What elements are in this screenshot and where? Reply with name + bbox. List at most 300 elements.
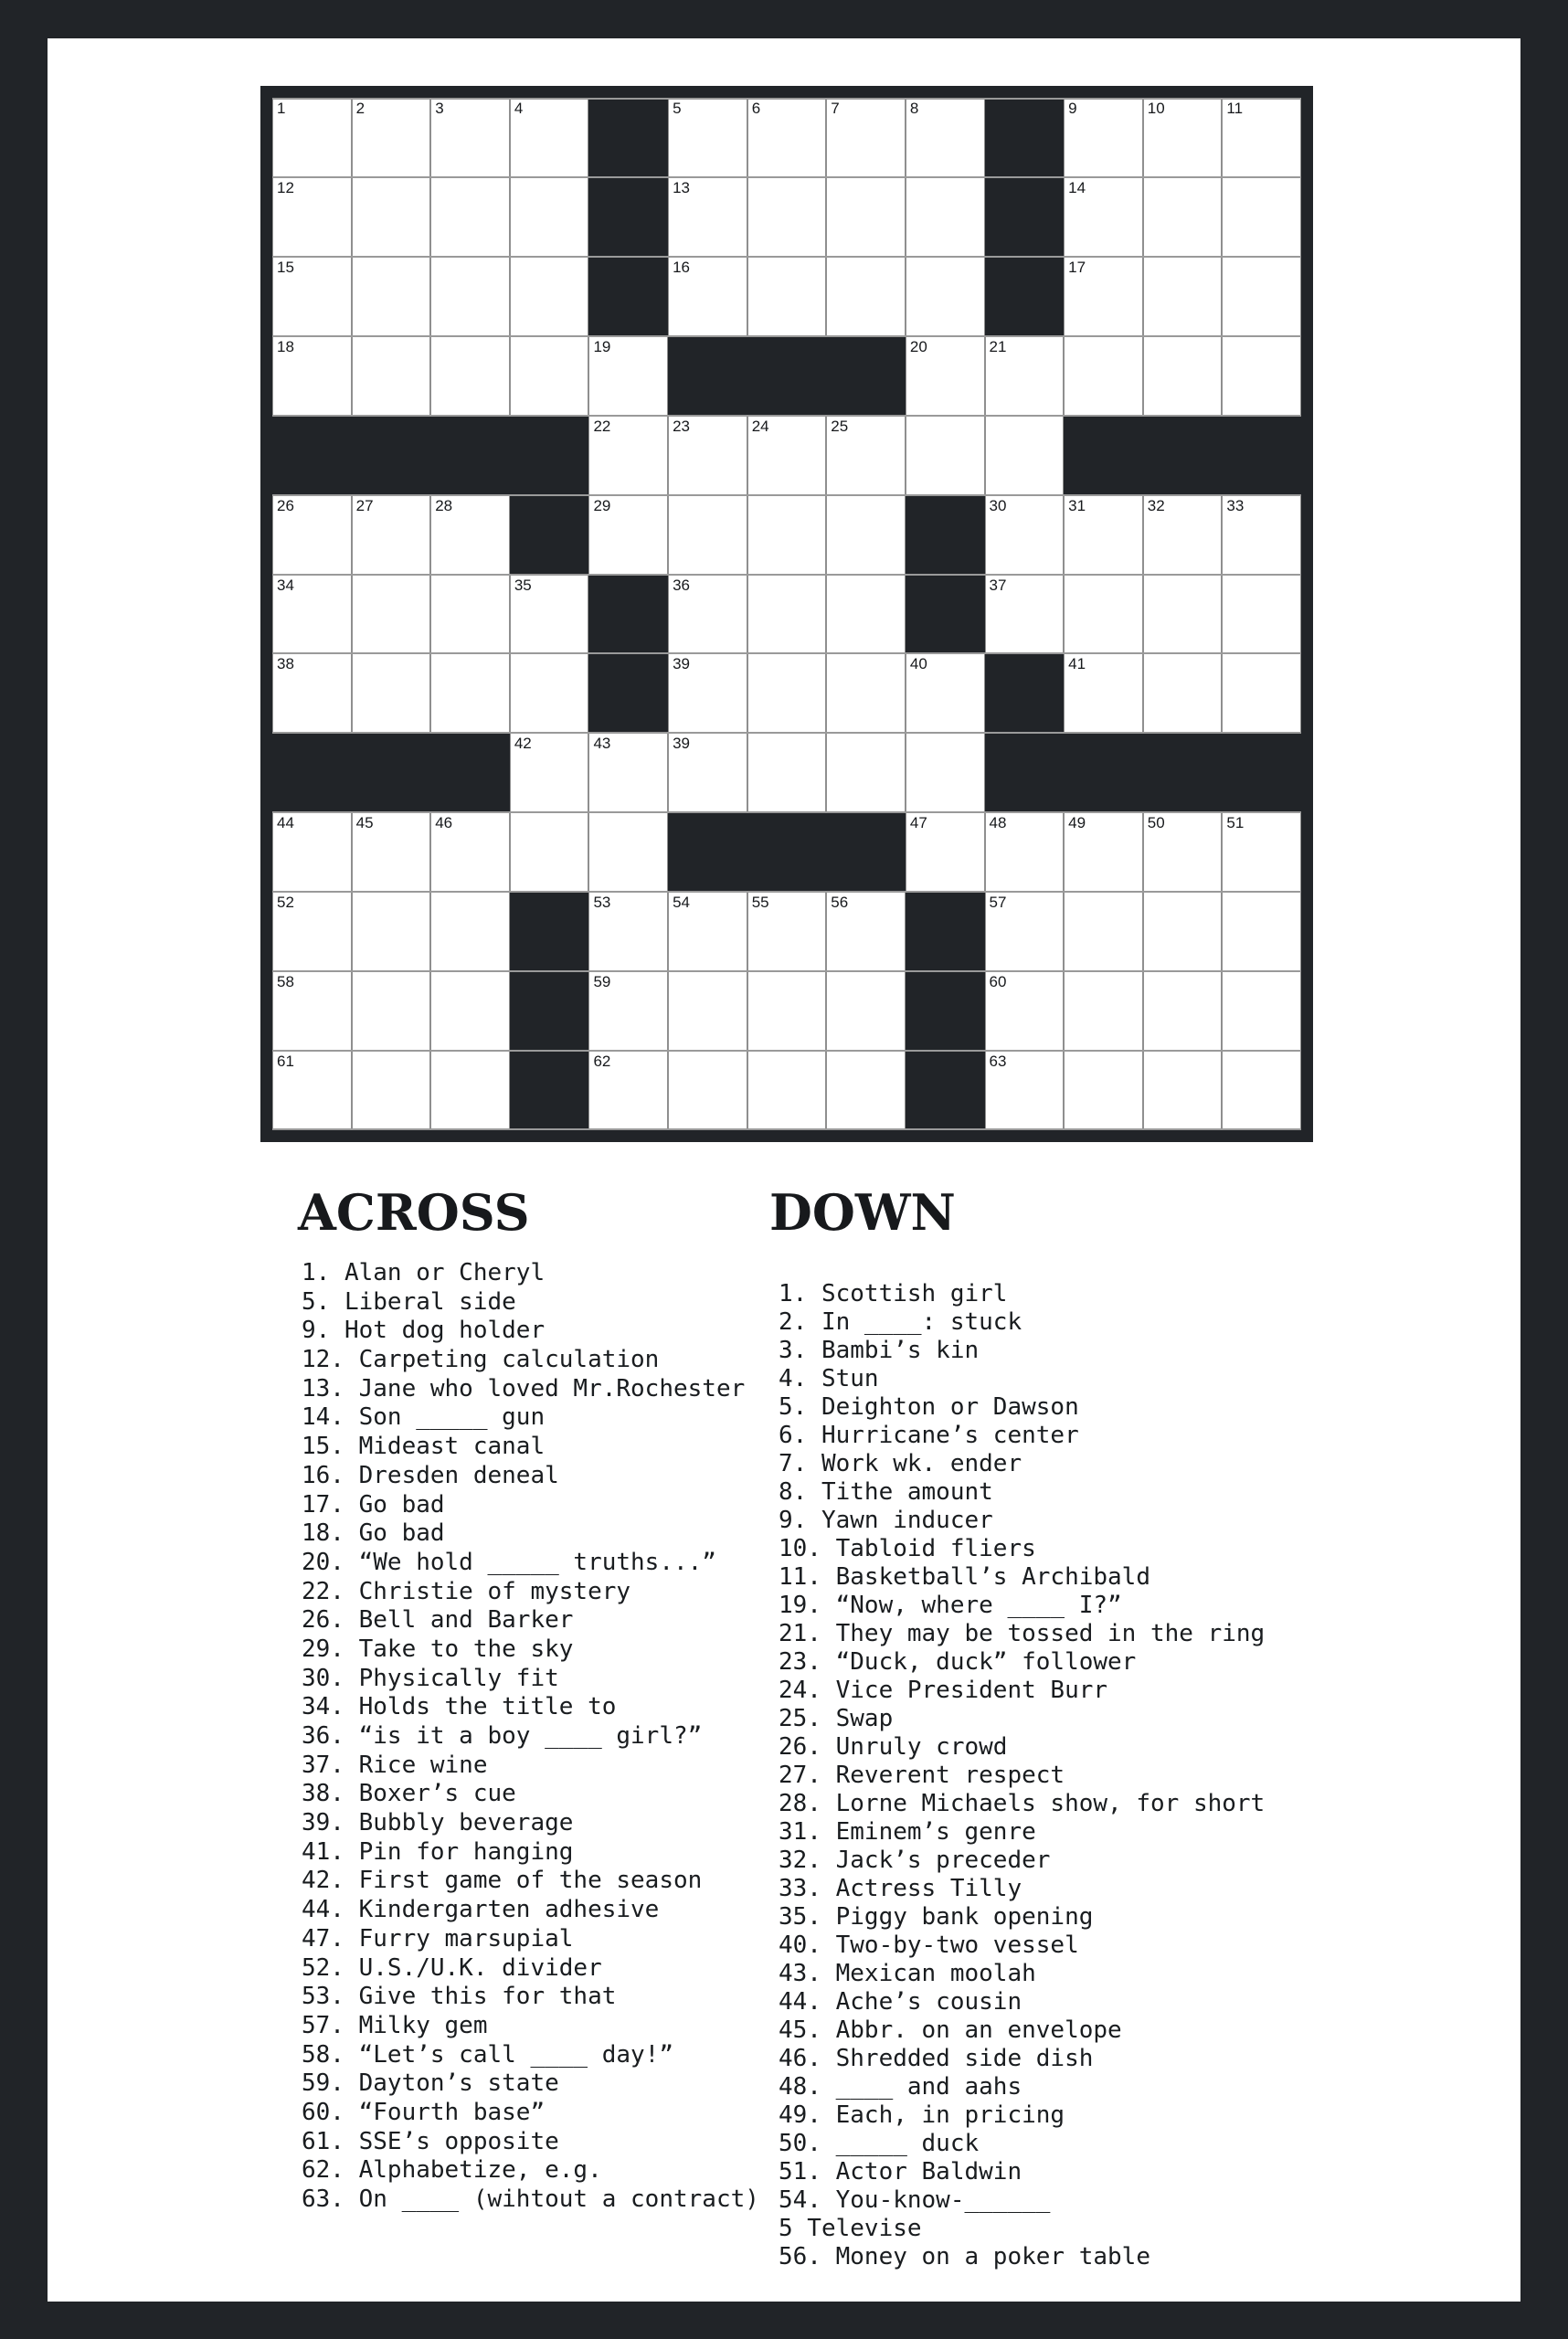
down-clue: 44. Ache’s cousin bbox=[779, 1988, 1022, 2016]
cell-number: 31 bbox=[1068, 496, 1086, 514]
black-cell bbox=[510, 892, 589, 971]
grid-cell[interactable] bbox=[1222, 495, 1301, 575]
down-clue: 48. ____ and aahs bbox=[779, 2073, 1022, 2101]
grid-cell[interactable] bbox=[430, 98, 510, 177]
cell-number: 25 bbox=[831, 417, 849, 435]
across-clue: 15. Mideast canal bbox=[302, 1433, 546, 1461]
across-clue: 13. Jane who loved Mr.Rochester bbox=[302, 1374, 746, 1402]
black-cell bbox=[826, 336, 906, 416]
cell-number: 14 bbox=[1068, 178, 1086, 196]
down-clue: 23. “Duck, duck” follower bbox=[779, 1648, 1137, 1676]
cell-number: 54 bbox=[673, 894, 690, 912]
cell-number: 44 bbox=[277, 814, 294, 832]
cell-number: 15 bbox=[277, 258, 294, 276]
grid-cell[interactable] bbox=[985, 892, 1065, 971]
grid-cell[interactable] bbox=[668, 98, 747, 177]
black-cell bbox=[430, 416, 510, 495]
grid-cell[interactable] bbox=[272, 812, 352, 892]
down-clue: 8. Tithe amount bbox=[779, 1478, 993, 1506]
grid-cell[interactable] bbox=[1064, 495, 1143, 575]
cell-number: 38 bbox=[277, 655, 294, 673]
black-cell bbox=[510, 495, 589, 575]
grid-cell[interactable] bbox=[1064, 257, 1143, 336]
grid-cell[interactable] bbox=[668, 971, 747, 1051]
grid-cell[interactable] bbox=[430, 575, 510, 654]
cell-number: 34 bbox=[277, 576, 294, 594]
black-cell bbox=[906, 495, 985, 575]
grid-cell[interactable] bbox=[668, 733, 747, 812]
down-heading: DOWN bbox=[769, 1183, 956, 1242]
grid-cell[interactable] bbox=[1143, 575, 1223, 654]
cell-number: 56 bbox=[831, 894, 849, 912]
cell-number: 6 bbox=[751, 100, 761, 117]
black-cell bbox=[1064, 733, 1143, 812]
black-cell bbox=[588, 177, 668, 257]
black-cell bbox=[1222, 416, 1301, 495]
down-clue-list bbox=[779, 1280, 1265, 2271]
across-clue-list bbox=[302, 1259, 759, 2215]
grid-cell[interactable] bbox=[1143, 892, 1223, 971]
grid-cell[interactable] bbox=[430, 257, 510, 336]
cell-number: 21 bbox=[989, 337, 1007, 355]
grid-cell[interactable] bbox=[510, 653, 589, 733]
grid-cell[interactable] bbox=[510, 812, 589, 892]
grid-cell[interactable] bbox=[352, 812, 431, 892]
black-cell bbox=[272, 416, 352, 495]
grid-cell[interactable] bbox=[510, 336, 589, 416]
grid-cell[interactable] bbox=[352, 495, 431, 575]
across-clue: 22. Christie of mystery bbox=[302, 1577, 631, 1605]
grid-cell[interactable] bbox=[826, 257, 906, 336]
black-cell bbox=[510, 416, 589, 495]
grid-cell[interactable] bbox=[430, 177, 510, 257]
black-cell bbox=[985, 98, 1065, 177]
grid-cell[interactable] bbox=[668, 495, 747, 575]
grid-cell[interactable] bbox=[588, 892, 668, 971]
grid-cell[interactable] bbox=[747, 733, 827, 812]
grid-cell[interactable] bbox=[1064, 1051, 1143, 1130]
cell-number: 55 bbox=[751, 894, 769, 912]
cell-number: 35 bbox=[514, 576, 532, 594]
grid-cell[interactable] bbox=[985, 575, 1065, 654]
cell-number: 11 bbox=[1226, 100, 1244, 117]
grid-cell[interactable] bbox=[588, 416, 668, 495]
grid-cell[interactable] bbox=[826, 98, 906, 177]
grid-cell[interactable] bbox=[272, 892, 352, 971]
grid-cell[interactable] bbox=[747, 971, 827, 1051]
cell-number: 2 bbox=[355, 100, 366, 117]
across-clue: 9. Hot dog holder bbox=[302, 1317, 546, 1345]
grid-cell[interactable] bbox=[1143, 257, 1223, 336]
across-clue: 17. Go bad bbox=[302, 1490, 445, 1519]
cell-number: 36 bbox=[673, 576, 690, 594]
grid-cell[interactable] bbox=[1064, 177, 1143, 257]
down-clue: 56. Money on a poker table bbox=[779, 2243, 1150, 2270]
cell-number: 50 bbox=[1147, 814, 1165, 832]
grid-cell[interactable] bbox=[668, 892, 747, 971]
grid-cell[interactable] bbox=[1143, 653, 1223, 733]
grid-cell[interactable] bbox=[906, 653, 985, 733]
grid-cell[interactable] bbox=[272, 257, 352, 336]
cell-number: 12 bbox=[277, 178, 294, 196]
down-clue: 51. Actor Baldwin bbox=[779, 2158, 1022, 2186]
grid-cell[interactable] bbox=[906, 98, 985, 177]
grid-cell[interactable] bbox=[272, 495, 352, 575]
grid-cell[interactable] bbox=[352, 1051, 431, 1130]
cell-number: 26 bbox=[277, 496, 294, 514]
grid-cell[interactable] bbox=[272, 653, 352, 733]
cell-number: 42 bbox=[514, 735, 532, 753]
grid-cell[interactable] bbox=[272, 971, 352, 1051]
grid-cell[interactable] bbox=[985, 336, 1065, 416]
grid-cell[interactable] bbox=[1064, 892, 1143, 971]
grid-cell[interactable] bbox=[985, 812, 1065, 892]
black-cell bbox=[352, 416, 431, 495]
black-cell bbox=[588, 98, 668, 177]
across-clue: 38. Boxer’s cue bbox=[302, 1780, 516, 1808]
grid-cell[interactable] bbox=[985, 971, 1065, 1051]
down-clue: 46. Shredded side dish bbox=[779, 2045, 1094, 2072]
grid-cell[interactable] bbox=[430, 892, 510, 971]
across-clue: 44. Kindergarten adhesive bbox=[302, 1896, 660, 1924]
cell-number: 13 bbox=[673, 178, 690, 196]
across-clue: 57. Milky gem bbox=[302, 2011, 488, 2039]
grid-cell[interactable] bbox=[272, 575, 352, 654]
black-cell bbox=[985, 733, 1065, 812]
across-clue: 29. Take to the sky bbox=[302, 1635, 574, 1663]
cell-number: 45 bbox=[355, 814, 374, 832]
grid-cell[interactable] bbox=[906, 416, 985, 495]
grid-cell[interactable] bbox=[747, 177, 827, 257]
cell-number: 30 bbox=[989, 496, 1007, 514]
grid-cell[interactable] bbox=[510, 575, 589, 654]
black-cell bbox=[985, 653, 1065, 733]
grid-cell[interactable] bbox=[1064, 812, 1143, 892]
grid-cell[interactable] bbox=[985, 495, 1065, 575]
grid-cell[interactable] bbox=[826, 892, 906, 971]
black-cell bbox=[588, 653, 668, 733]
down-clue: 27. Reverent respect bbox=[779, 1762, 1065, 1789]
black-cell bbox=[272, 733, 352, 812]
grid-cell[interactable] bbox=[430, 971, 510, 1051]
across-clue: 34. Holds the title to bbox=[302, 1693, 617, 1721]
black-cell bbox=[430, 733, 510, 812]
down-clue: 50. _____ duck bbox=[779, 2130, 980, 2157]
grid-cell[interactable] bbox=[1064, 98, 1143, 177]
grid-cell[interactable] bbox=[588, 495, 668, 575]
cell-number: 51 bbox=[1226, 814, 1245, 832]
across-clue: 37. Rice wine bbox=[302, 1751, 488, 1779]
down-clue: 21. They may be tossed in the ring bbox=[779, 1620, 1266, 1647]
across-clue: 61. SSE’s opposite bbox=[302, 2127, 559, 2155]
grid-cell[interactable] bbox=[588, 336, 668, 416]
cell-number: 5 bbox=[673, 100, 682, 117]
grid-cell[interactable] bbox=[1222, 971, 1301, 1051]
across-clue: 18. Go bad bbox=[302, 1519, 445, 1548]
cell-number: 17 bbox=[1068, 258, 1086, 276]
grid-cell[interactable] bbox=[826, 495, 906, 575]
cell-number: 48 bbox=[989, 814, 1007, 832]
black-cell bbox=[906, 971, 985, 1051]
cell-number: 10 bbox=[1147, 100, 1165, 117]
cell-number: 62 bbox=[593, 1053, 611, 1071]
crossword-grid bbox=[260, 86, 1313, 1142]
down-clue: 26. Unruly crowd bbox=[779, 1733, 1008, 1761]
black-cell bbox=[668, 812, 747, 892]
grid-cell[interactable] bbox=[510, 733, 589, 812]
cell-number: 37 bbox=[989, 576, 1007, 594]
black-cell bbox=[985, 257, 1065, 336]
grid-cell[interactable] bbox=[826, 575, 906, 654]
cell-number: 46 bbox=[435, 814, 453, 832]
down-clue: 49. Each, in pricing bbox=[779, 2101, 1065, 2129]
grid-cell[interactable] bbox=[588, 1051, 668, 1130]
cell-number: 18 bbox=[277, 337, 294, 355]
cell-number: 63 bbox=[989, 1053, 1007, 1071]
grid-cell[interactable] bbox=[747, 495, 827, 575]
across-clue: 41. Pin for hanging bbox=[302, 1837, 574, 1866]
down-clue: 31. Eminem’s genre bbox=[779, 1818, 1036, 1846]
grid-cell[interactable] bbox=[588, 971, 668, 1051]
down-clue: 9. Yawn inducer bbox=[779, 1507, 993, 1534]
black-cell bbox=[588, 575, 668, 654]
grid-cell[interactable] bbox=[1143, 98, 1223, 177]
across-clue: 5. Liberal side bbox=[302, 1287, 516, 1316]
grid-cell[interactable] bbox=[747, 257, 827, 336]
black-cell bbox=[826, 812, 906, 892]
across-clue: 36. “is it a boy ____ girl?” bbox=[302, 1722, 703, 1750]
grid-cell[interactable] bbox=[352, 575, 431, 654]
grid-cell[interactable] bbox=[906, 257, 985, 336]
across-clue: 59. Dayton’s state bbox=[302, 2069, 559, 2098]
grid-cell[interactable] bbox=[747, 98, 827, 177]
grid-cell[interactable] bbox=[1222, 653, 1301, 733]
grid-cell[interactable] bbox=[510, 177, 589, 257]
grid-cell[interactable] bbox=[272, 98, 352, 177]
grid-cell[interactable] bbox=[1143, 971, 1223, 1051]
grid-cell[interactable] bbox=[352, 98, 431, 177]
down-clue: 1. Scottish girl bbox=[779, 1280, 1008, 1307]
cell-number: 20 bbox=[909, 337, 927, 355]
across-clue: 60. “Fourth base” bbox=[302, 2098, 546, 2126]
grid-cell[interactable] bbox=[1143, 1051, 1223, 1130]
grid-cell[interactable] bbox=[826, 1051, 906, 1130]
grid-cell[interactable] bbox=[826, 416, 906, 495]
cell-number: 33 bbox=[1226, 496, 1245, 514]
down-clue: 11. Basketball’s Archibald bbox=[779, 1563, 1150, 1591]
grid-cell[interactable] bbox=[906, 336, 985, 416]
grid-cell[interactable] bbox=[352, 257, 431, 336]
grid-cell[interactable] bbox=[1143, 495, 1223, 575]
grid-cell[interactable] bbox=[906, 733, 985, 812]
grid-cell[interactable] bbox=[1064, 336, 1143, 416]
across-clue: 20. “We hold _____ truths...” bbox=[302, 1548, 716, 1576]
grid-cell[interactable] bbox=[668, 653, 747, 733]
down-clue: 25. Swap bbox=[779, 1705, 894, 1732]
cell-number: 41 bbox=[1068, 655, 1086, 673]
grid-cell[interactable] bbox=[906, 177, 985, 257]
down-clue: 54. You-know-______ bbox=[779, 2186, 1051, 2214]
across-clue: 52. U.S./U.K. divider bbox=[302, 1953, 602, 1982]
across-clue: 53. Give this for that bbox=[302, 1983, 617, 2011]
grid-cell[interactable] bbox=[668, 177, 747, 257]
black-cell bbox=[668, 336, 747, 416]
grid-cell[interactable] bbox=[906, 812, 985, 892]
grid-cell[interactable] bbox=[1143, 336, 1223, 416]
grid-cell[interactable] bbox=[1222, 575, 1301, 654]
grid-cell[interactable] bbox=[510, 257, 589, 336]
grid-cell[interactable] bbox=[1143, 812, 1223, 892]
grid-cell[interactable] bbox=[1222, 336, 1301, 416]
cell-number: 43 bbox=[593, 735, 611, 753]
grid-cell[interactable] bbox=[1222, 98, 1301, 177]
black-cell bbox=[510, 1051, 589, 1130]
cell-number: 27 bbox=[355, 496, 374, 514]
black-cell bbox=[985, 177, 1065, 257]
black-cell bbox=[1143, 416, 1223, 495]
grid-cell[interactable] bbox=[668, 416, 747, 495]
black-cell bbox=[747, 812, 827, 892]
cell-number: 22 bbox=[593, 417, 611, 435]
grid-cell[interactable] bbox=[510, 98, 589, 177]
cell-number: 9 bbox=[1068, 100, 1077, 117]
cell-number: 29 bbox=[593, 496, 611, 514]
down-clue: 19. “Now, where ____ I?” bbox=[779, 1592, 1122, 1619]
cell-number: 61 bbox=[277, 1053, 294, 1071]
grid-cell[interactable] bbox=[272, 336, 352, 416]
grid-cell[interactable] bbox=[352, 653, 431, 733]
cell-number: 47 bbox=[909, 814, 927, 832]
black-cell bbox=[906, 575, 985, 654]
grid-cell[interactable] bbox=[430, 1051, 510, 1130]
grid-cell[interactable] bbox=[1064, 653, 1143, 733]
down-clue: 35. Piggy bank opening bbox=[779, 1903, 1094, 1931]
down-clue: 3. Bambi’s kin bbox=[779, 1337, 980, 1364]
cell-number: 16 bbox=[673, 258, 690, 276]
grid-cell[interactable] bbox=[272, 177, 352, 257]
cell-number: 3 bbox=[435, 100, 444, 117]
cell-number: 32 bbox=[1147, 496, 1165, 514]
black-cell bbox=[352, 733, 431, 812]
black-cell bbox=[588, 257, 668, 336]
across-clue: 39. Bubbly beverage bbox=[302, 1809, 574, 1837]
grid-cell[interactable] bbox=[430, 653, 510, 733]
grid-cell[interactable] bbox=[352, 177, 431, 257]
grid-cell[interactable] bbox=[747, 892, 827, 971]
grid-cell[interactable] bbox=[272, 1051, 352, 1130]
cell-number: 23 bbox=[673, 417, 690, 435]
across-clue: 16. Dresden deneal bbox=[302, 1461, 559, 1489]
cell-number: 7 bbox=[831, 100, 840, 117]
across-clue: 30. Physically fit bbox=[302, 1664, 559, 1692]
cell-number: 1 bbox=[277, 100, 286, 117]
grid-cell[interactable] bbox=[1222, 812, 1301, 892]
cell-number: 39 bbox=[673, 655, 690, 673]
grid-cell[interactable] bbox=[1143, 177, 1223, 257]
down-clue: 7. Work wk. ender bbox=[779, 1450, 1022, 1477]
grid-cell[interactable] bbox=[826, 971, 906, 1051]
grid-cell[interactable] bbox=[1222, 1051, 1301, 1130]
grid-cell[interactable] bbox=[747, 653, 827, 733]
grid-cell[interactable] bbox=[747, 1051, 827, 1130]
down-clue: 5. Deighton or Dawson bbox=[779, 1393, 1079, 1421]
black-cell bbox=[906, 1051, 985, 1130]
across-clue: 26. Bell and Barker bbox=[302, 1606, 574, 1635]
black-cell bbox=[906, 892, 985, 971]
grid-cell[interactable] bbox=[430, 495, 510, 575]
cell-number: 39 bbox=[673, 735, 690, 753]
grid-cell[interactable] bbox=[588, 733, 668, 812]
across-clue: 58. “Let’s call ____ day!” bbox=[302, 2040, 673, 2069]
cell-number: 60 bbox=[989, 973, 1007, 991]
grid-cell[interactable] bbox=[826, 733, 906, 812]
grid-cell[interactable] bbox=[668, 1051, 747, 1130]
crossword-cell-area bbox=[272, 98, 1301, 1130]
grid-cell[interactable] bbox=[1064, 971, 1143, 1051]
grid-cell[interactable] bbox=[985, 416, 1065, 495]
grid-cell[interactable] bbox=[668, 257, 747, 336]
down-clue: 32. Jack’s preceder bbox=[779, 1847, 1051, 1874]
grid-cell[interactable] bbox=[588, 812, 668, 892]
grid-cell[interactable] bbox=[430, 812, 510, 892]
across-clue: 12. Carpeting calculation bbox=[302, 1346, 660, 1374]
down-clue: 24. Vice President Burr bbox=[779, 1677, 1108, 1704]
cell-number: 59 bbox=[593, 973, 611, 991]
grid-cell[interactable] bbox=[826, 653, 906, 733]
grid-cell[interactable] bbox=[1222, 177, 1301, 257]
cell-number: 8 bbox=[909, 100, 919, 117]
across-clue: 47. Furry marsupial bbox=[302, 1924, 574, 1953]
across-clue: 1. Alan or Cheryl bbox=[302, 1259, 546, 1286]
grid-cell[interactable] bbox=[352, 971, 431, 1051]
grid-cell[interactable] bbox=[747, 416, 827, 495]
grid-cell[interactable] bbox=[668, 575, 747, 654]
cell-number: 49 bbox=[1068, 814, 1086, 832]
black-cell bbox=[1222, 733, 1301, 812]
grid-cell[interactable] bbox=[430, 336, 510, 416]
cell-number: 24 bbox=[751, 417, 769, 435]
down-clue: 4. Stun bbox=[779, 1365, 879, 1392]
down-clue: 10. Tabloid fliers bbox=[779, 1535, 1036, 1562]
down-clue: 45. Abbr. on an envelope bbox=[779, 2016, 1122, 2044]
grid-cell[interactable] bbox=[1222, 892, 1301, 971]
black-cell bbox=[1143, 733, 1223, 812]
across-clue: 63. On ____ (wihtout a contract) bbox=[302, 2186, 759, 2213]
cell-number: 52 bbox=[277, 894, 294, 912]
black-cell bbox=[510, 971, 589, 1051]
grid-cell[interactable] bbox=[1222, 257, 1301, 336]
grid-cell[interactable] bbox=[985, 1051, 1065, 1130]
cell-number: 53 bbox=[593, 894, 611, 912]
down-clue: 40. Two-by-two vessel bbox=[779, 1932, 1079, 1959]
cell-number: 40 bbox=[909, 655, 927, 673]
across-heading: ACROSS bbox=[298, 1183, 530, 1242]
cell-number: 58 bbox=[277, 973, 294, 991]
across-clue: 62. Alphabetize, e.g. bbox=[302, 2156, 602, 2185]
cell-number: 19 bbox=[593, 337, 611, 355]
grid-cell[interactable] bbox=[352, 336, 431, 416]
cell-number: 28 bbox=[435, 496, 453, 514]
black-cell bbox=[1064, 416, 1143, 495]
grid-cell[interactable] bbox=[826, 177, 906, 257]
grid-cell[interactable] bbox=[352, 892, 431, 971]
grid-cell[interactable] bbox=[1064, 575, 1143, 654]
down-clue: 43. Mexican moolah bbox=[779, 1960, 1036, 1987]
down-clue: 5 Televise bbox=[779, 2215, 922, 2242]
grid-cell[interactable] bbox=[747, 575, 827, 654]
black-cell bbox=[747, 336, 827, 416]
cell-number: 57 bbox=[989, 894, 1007, 912]
